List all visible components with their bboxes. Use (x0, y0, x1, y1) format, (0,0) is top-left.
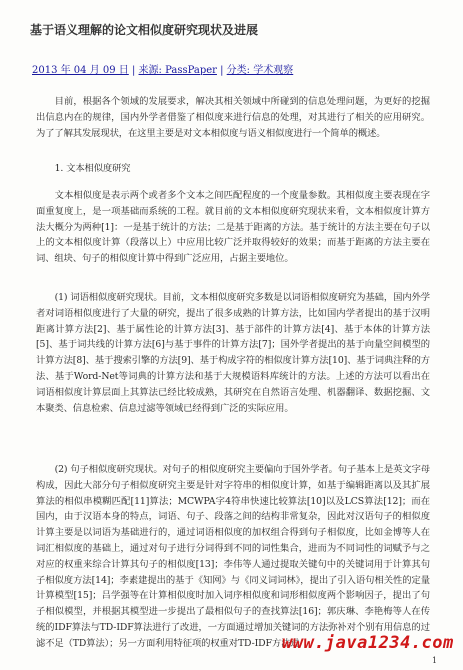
section-heading: 1. 文本相似度研究 (54, 163, 131, 174)
site-watermark: www.java1234.com (282, 633, 454, 653)
intro-paragraph: 目前，根据各个领域的发展要求，解决其相关领域中所碰到的信息处理问题，为更好的挖掘出信息内在的规律，国内外学者借鉴了相似度来进行信息的处理，对其进行了相关的应用研究。为了了解其发展现状，在这里主要是对文本相似度与语义相似度进行一个简单的概述。 (36, 96, 430, 139)
publish-date: 2013 年 04 月 09 日 (32, 65, 129, 76)
page-number: 1 (432, 656, 438, 665)
article-title: 基于语义理解的论文相似度研究现状及进展 (30, 23, 259, 37)
sentence-similarity-paragraph: (2) 句子相似度研究现状。对句子的相似度研究主要偏向于国外学者。句子基本上是英文字母构成，因此大部分句子相似度研究主要是针对字符串的相似度计算，如基于编辑距离以及其扩展算法的相似串模糊匹配[11]算法；MCWPA字4符串快速比较算法[10]以及LCS算法[12]；而在国内，由于汉语本身的特点，词语、句子、段落之间的结构非常复杂，因此对汉语句子的相似度计算主要是以词语为基础进行的，通过词语相似度的加权组合得到句子相似度，比如金博等人在词汇相似度的基础上，通过对句子进行分词得到不同的词性集合，进而为不同词性的词赋予与之对应的权重来综合计算其句子的相似度[13]；李伟等人通过提取关键句中的关键词用于计算其句子相似度方法[14]；李素建提出的基于《知网》与《同义词词林》，提出了引入语句相关性的定量计算模型[15]；吕学强等在计算相似度时加入词序相似度和词形相似度两个影响因子，提出了句子相似模型，并根据其模型进一步提出了最相似句子的查找算法[16]；郭庆琳、李艳梅等人在传统的IDF算法与TD-IDF算法进行了改进，一方面通过增加关键词的方法弥补对个别有用信息的过滤不足（TD算法）；另一方面利用特征项的权重对TD-IDF方法进 (36, 464, 430, 649)
text-similarity-paragraph: 文本相似度是表示两个或者多个文本之间匹配程度的一个度量参数。其相似度主要表现在字面重复度上，是一项基础而系统的工程。就目前的文本相似度研究现状来看，文本相似度计算方法大概分为两种[1]：一是基于统计的方法；二是基于距离的方法。基于统计的方法主要在句子以上的文本相似度计算（段落以上）中应用比较广泛并取得较好的效果；而基于距离的方法主要在词、组块、句子的相似度计算中得到广泛应用，占据主要地位。 (36, 190, 430, 265)
category-link[interactable]: 分类: 学术观察 (226, 65, 294, 76)
meta-separator: | (216, 65, 227, 76)
article-meta (32, 64, 432, 77)
source-link[interactable]: 来源: PassPaper (138, 65, 217, 76)
word-similarity-paragraph: (1) 词语相似度研究现状。目前，文本相似度研究多数是以词语相似度研究为基础，国内外学者对词语相似度进行了大量的研究，提出了很多成熟的计算方法，比如国内学者提出的基于汉明距离计算方法[2]、基于属性论的计算方法[3]、基于部件的计算方法[4]、基于本体的计算方法[5]、基于词共线的计算方法[6]与基于事件的计算方法[7]；国外学者提出的基于向量空间模型的计算方法[8]、基于搜索引擎的方法[9]、基于构成字符的相似度计算方法[10]、基于词典注释的方法、基于Word-Net等词典的计算方法和基于大规模语料库统计的方法。上述的方法可以看出在词语相似度计算层面上其算法已经比较成熟，其研究在自然语言处理、机器翻译、数据挖掘、文本聚类、信息检索、信息过滤等领域已经得到广泛的实际应用。 (36, 292, 430, 414)
meta-separator: | (128, 65, 139, 76)
